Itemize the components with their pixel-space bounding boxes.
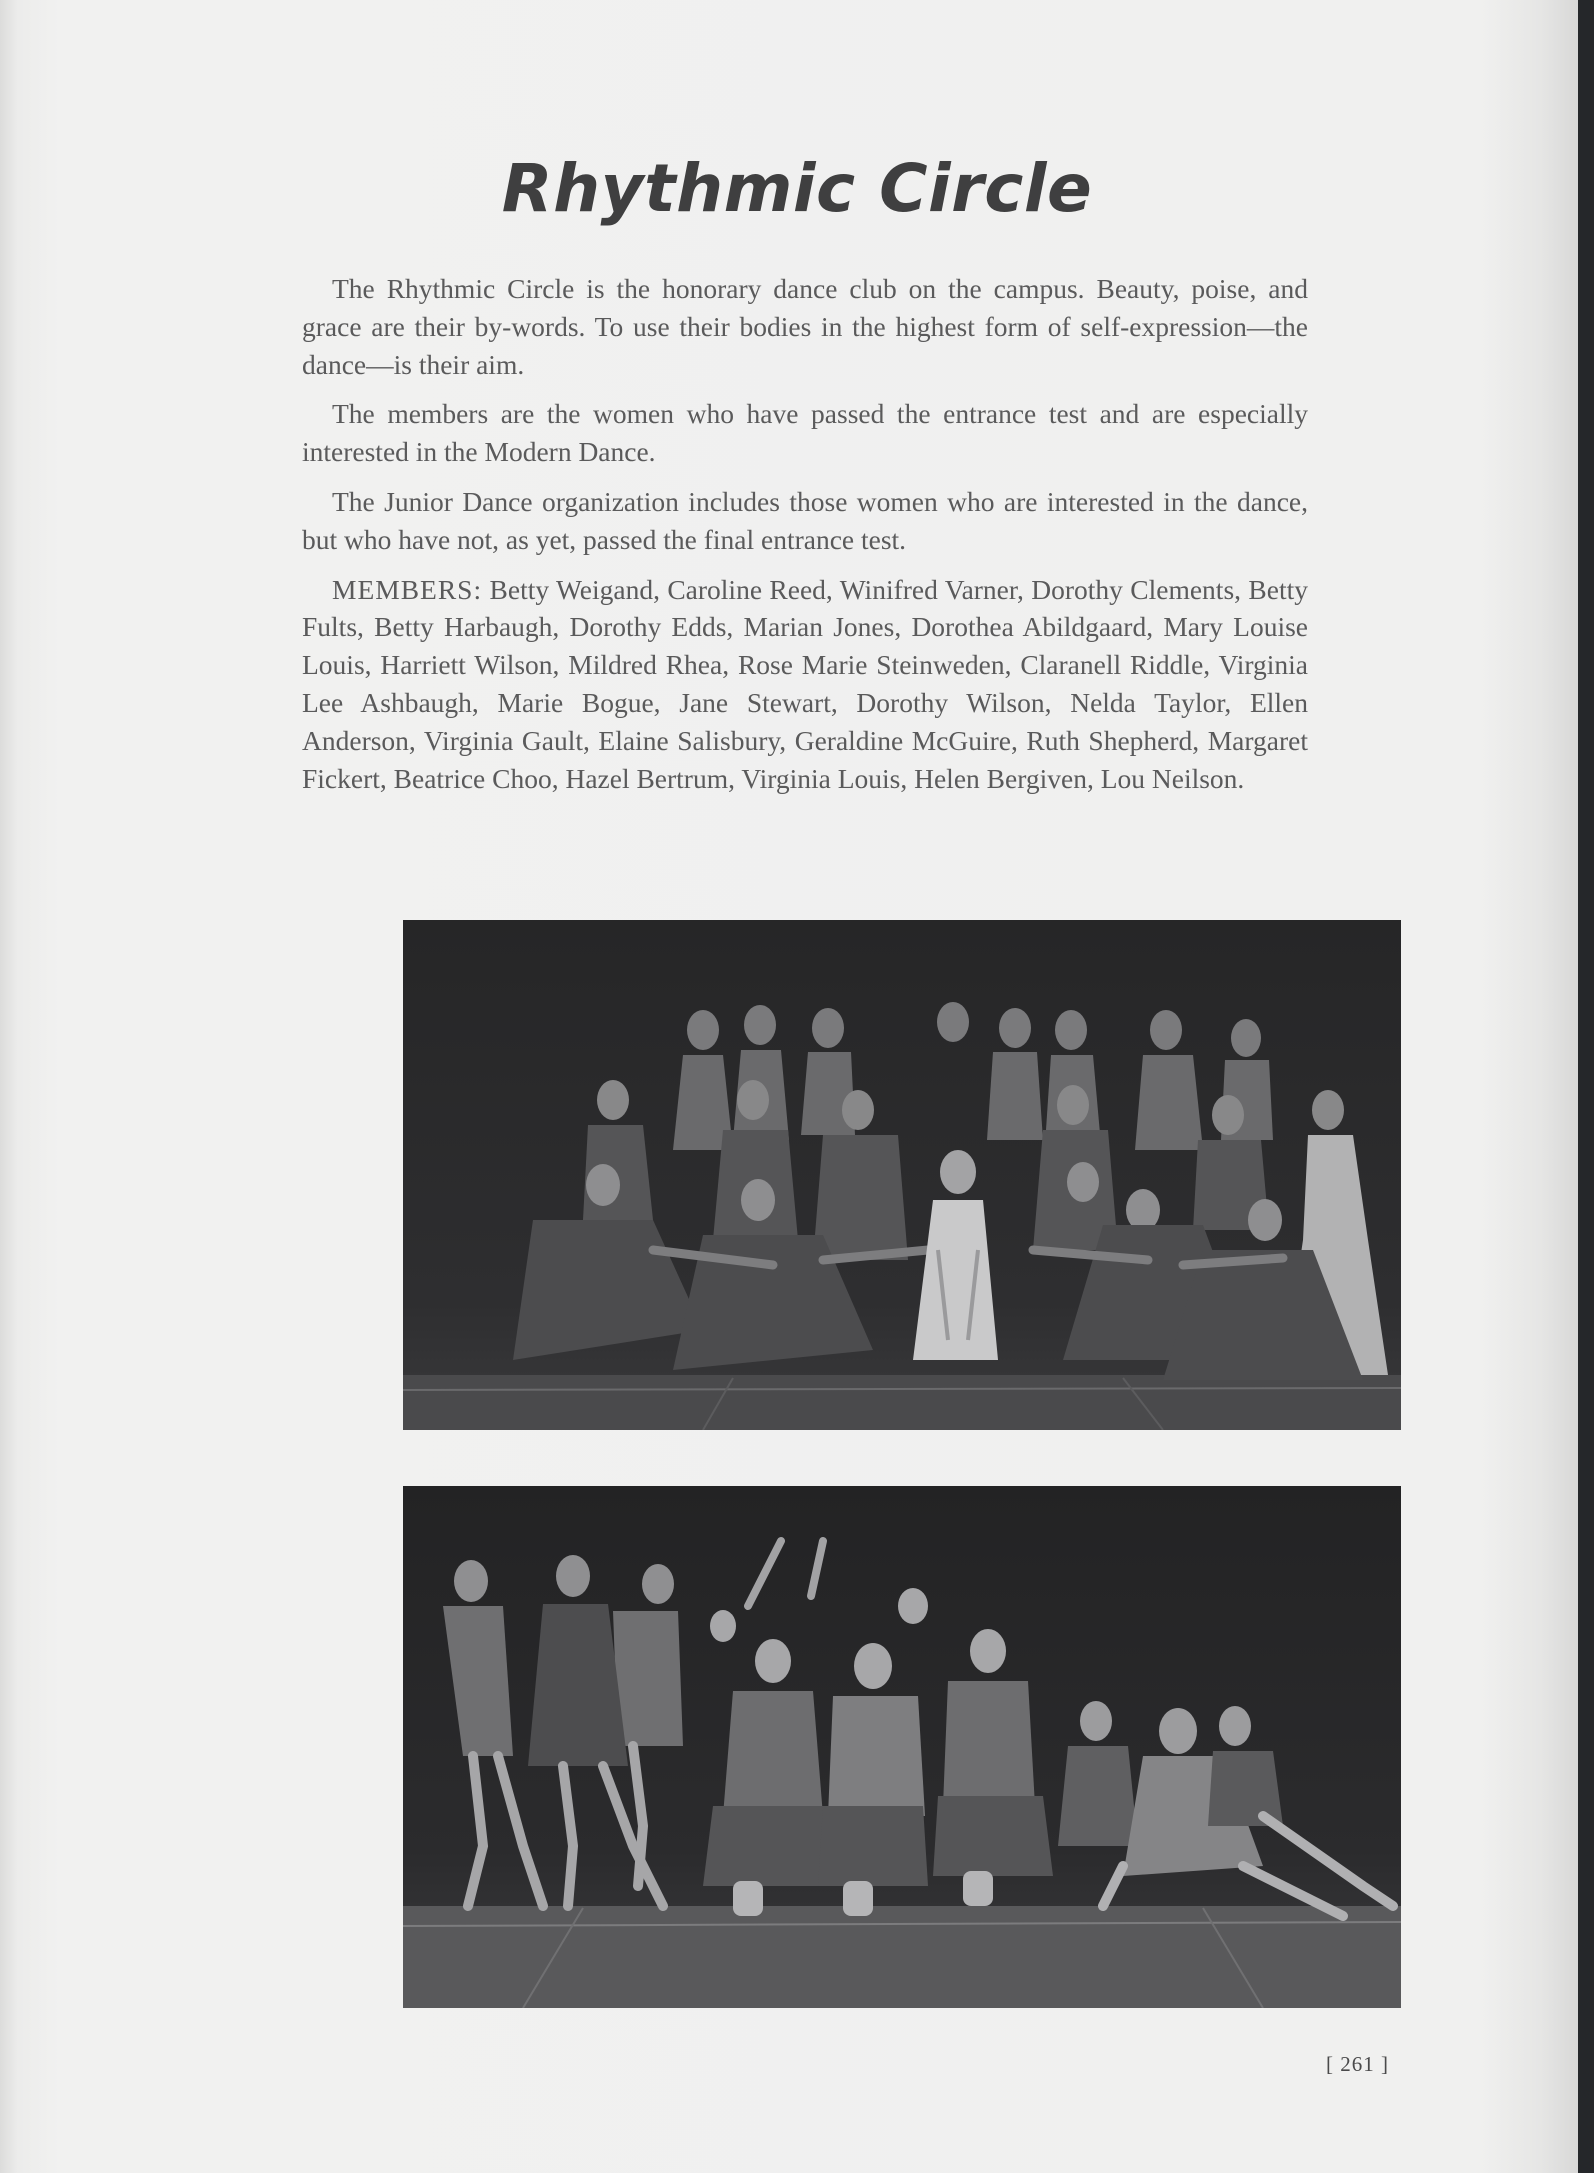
members-names: Betty Weigand, Caroline Reed, Winifred Varner, Dorothy Clements, Betty Fults, Betty Harbaugh, Dorothy Edds, Marian Jones, Dorothea Abildgaard, Mary Louise Louis, Harriett Wilson, Mildred Rhea, Rose Marie Steinweden, Claranell Riddle, Virginia Lee Ashbaugh, Marie Bogue, Jane Stewart, Dorothy Wilson, Nelda Taylor, Ellen Anderson, Virginia Gault, Elaine Salisbury, Geraldine McGuire, Ruth Shepherd, Margaret Fickert, Beatrice Choo, Hazel Bertrum, Virginia Louis, Helen Bergiven, Lou Neilson. bbox=[302, 573, 1308, 794]
paragraph-intro: The Rhythmic Circle is the honorary dance club on the campus. Beauty, poise, and grace are their by-words. To use their bodies in the highest form of self-expression—the dance—is their aim. bbox=[302, 273, 1308, 380]
photo-line-image bbox=[403, 1486, 1401, 2008]
group-photo-line bbox=[403, 1486, 1401, 2008]
page-number: [ 261 ] bbox=[1326, 2052, 1389, 2076]
article-body bbox=[302, 270, 1308, 809]
group-photo-circle bbox=[403, 920, 1401, 1430]
page-title: Rhythmic Circle bbox=[501, 150, 1093, 227]
photo-circle-image bbox=[403, 920, 1401, 1430]
paragraph-junior-dance: The Junior Dance organization includes those women who are interested in the dance, but who have not, as yet, passed the final entrance test. bbox=[302, 485, 1308, 555]
paragraph-member-list bbox=[302, 571, 1308, 798]
paragraph-members-desc: The members are the women who have passed the entrance test and are especially interested in the Modern Dance. bbox=[302, 398, 1308, 468]
members-label: MEMBERS: bbox=[332, 573, 483, 605]
